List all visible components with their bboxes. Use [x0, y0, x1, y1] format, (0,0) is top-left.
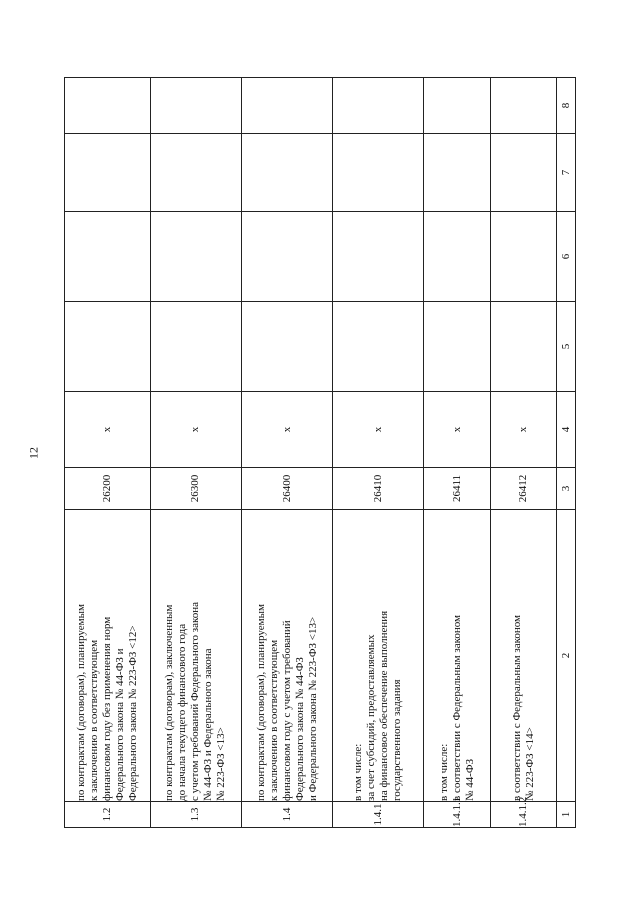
- value-cell: [424, 134, 491, 212]
- table-body: [65, 78, 576, 828]
- description-line: финансовом году без применения норм: [100, 616, 113, 801]
- description-line: № 223-ФЗ <13>: [215, 727, 228, 801]
- row-mark: x: [150, 392, 241, 468]
- description-line: финансовом году с учетом требований: [280, 620, 293, 801]
- value-cell: [491, 134, 557, 212]
- row-mark: x: [65, 392, 151, 468]
- row-code: 26400: [241, 468, 332, 510]
- description-line: в соответствии с Федеральным законом: [450, 614, 463, 801]
- description-line: по контрактам (договорам), планируемым: [74, 604, 87, 801]
- column-number: 5: [557, 302, 576, 392]
- row-description: [241, 510, 332, 802]
- row-description: [491, 510, 557, 802]
- description-line: в соответствии с Федеральным законом: [510, 614, 523, 801]
- column-number: 3: [557, 468, 576, 510]
- description-line: за счет субсидий, предоставляемых: [365, 634, 378, 801]
- table-row: [424, 78, 491, 828]
- value-cell: [424, 302, 491, 392]
- row-mark: x: [491, 392, 557, 468]
- description-line: и Федерального закона № 223-ФЗ <13>: [306, 616, 319, 801]
- row-description: [65, 510, 151, 802]
- value-cell: [491, 212, 557, 302]
- table-row: [150, 78, 241, 828]
- value-cell: [65, 302, 151, 392]
- row-number: 1.2: [65, 802, 151, 828]
- value-cell: [491, 302, 557, 392]
- description-line: по контрактам (договорам), заключенным: [163, 604, 176, 801]
- row-number: 1.4: [241, 802, 332, 828]
- value-cell: [241, 78, 332, 134]
- row-code: 26300: [150, 468, 241, 510]
- description-line: в том числе:: [352, 743, 365, 801]
- report-table: [64, 77, 576, 828]
- column-number: 6: [557, 212, 576, 302]
- value-cell: [65, 212, 151, 302]
- description-line: Федерального закона № 44-ФЗ: [293, 657, 306, 801]
- table-row: [65, 78, 151, 828]
- report-table-rotated: [64, 78, 576, 828]
- description-line: № 223-ФЗ <14>: [523, 727, 536, 801]
- value-cell: [241, 212, 332, 302]
- value-cell: [150, 78, 241, 134]
- row-code: 26412: [491, 468, 557, 510]
- column-numbers-row: [557, 78, 576, 828]
- value-cell: [241, 134, 332, 212]
- value-cell: [333, 212, 424, 302]
- row-description: [333, 510, 424, 802]
- table-row: [491, 78, 557, 828]
- row-code: 26411: [424, 468, 491, 510]
- column-number: 7: [557, 134, 576, 212]
- row-number: 1.4.1.2: [491, 802, 557, 828]
- column-number: 2: [557, 510, 576, 802]
- description-line: в том числе:: [437, 743, 450, 801]
- table-row: [333, 78, 424, 828]
- row-mark: x: [333, 392, 424, 468]
- description-line: на финансовое обеспечение выполнения: [378, 610, 391, 801]
- row-number: 1.3: [150, 802, 241, 828]
- row-number: 1.4.1: [333, 802, 424, 828]
- description-line: № 44-ФЗ: [463, 758, 476, 801]
- value-cell: [65, 134, 151, 212]
- value-cell: [150, 302, 241, 392]
- description-line: к заключению в соответствующем: [267, 639, 280, 801]
- description-line: к заключению в соответствующем: [87, 639, 100, 801]
- value-cell: [333, 78, 424, 134]
- description-line: с учетом требований Федерального закона: [189, 601, 202, 801]
- value-cell: [333, 134, 424, 212]
- row-mark: x: [424, 392, 491, 468]
- value-cell: [491, 78, 557, 134]
- table-row: [241, 78, 332, 828]
- row-mark: x: [241, 392, 332, 468]
- row-code: 26410: [333, 468, 424, 510]
- value-cell: [333, 302, 424, 392]
- page-number: 12: [26, 447, 41, 459]
- value-cell: [65, 78, 151, 134]
- row-description: [150, 510, 241, 802]
- value-cell: [424, 212, 491, 302]
- column-number: 8: [557, 78, 576, 134]
- row-description: [424, 510, 491, 802]
- value-cell: [424, 78, 491, 134]
- row-code: 26200: [65, 468, 151, 510]
- description-line: до начала текущего финансового года: [176, 623, 189, 801]
- value-cell: [150, 134, 241, 212]
- value-cell: [150, 212, 241, 302]
- row-number: 1.4.1.1: [424, 802, 491, 828]
- value-cell: [241, 302, 332, 392]
- column-number: 4: [557, 392, 576, 468]
- description-line: Федерального закона № 44-ФЗ и: [113, 648, 126, 801]
- description-line: государственного задания: [391, 679, 404, 801]
- description-line: Федерального закона № 223-ФЗ <12>: [126, 625, 139, 801]
- description-line: № 44-ФЗ и Федерального закона: [202, 648, 215, 801]
- description-line: по контрактам (договорам), планируемым: [254, 604, 267, 801]
- column-number: 1: [557, 802, 576, 828]
